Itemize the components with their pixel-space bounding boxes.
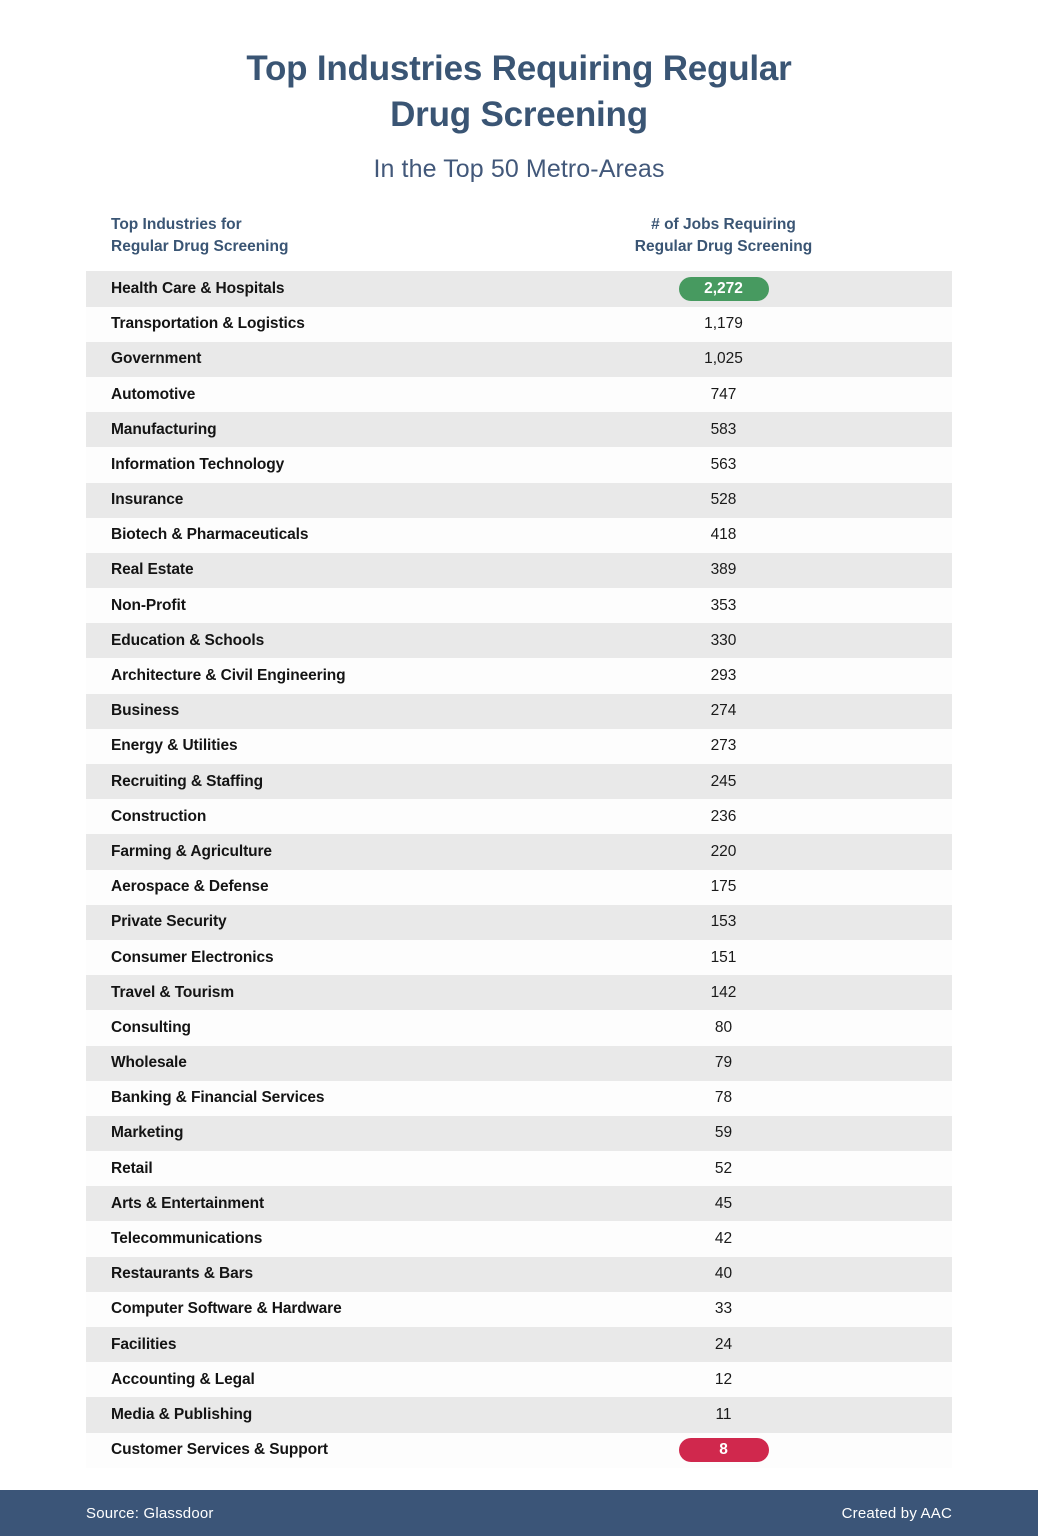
- table-column-headers: [86, 214, 952, 271]
- cell-industry-name: Insurance: [111, 491, 184, 509]
- table-row: [86, 975, 952, 1010]
- cell-job-count: 747: [710, 385, 737, 403]
- table-row: [86, 834, 952, 869]
- cell-job-count: 142: [710, 983, 737, 1001]
- cell-job-count: 175: [710, 878, 737, 896]
- page-title: [189, 46, 849, 138]
- cell-industry-name: Computer Software & Hardware: [111, 1300, 342, 1318]
- cell-job-count: 1,179: [704, 315, 743, 333]
- table-row: [86, 1010, 952, 1045]
- cell-industry-name: Manufacturing: [111, 420, 217, 438]
- table-row: [86, 1362, 952, 1397]
- cell-industry-name: Automotive: [111, 385, 196, 403]
- content-spacer: [0, 1468, 1038, 1490]
- cell-job-count: 330: [710, 631, 737, 649]
- cell-job-count: 12: [714, 1370, 733, 1388]
- cell-job-count: 236: [710, 807, 737, 825]
- cell-job-count: 245: [710, 772, 737, 790]
- cell-industry-name: Government: [111, 350, 202, 368]
- table-row: [86, 1257, 952, 1292]
- table-row: [86, 1397, 952, 1432]
- table-row: [86, 483, 952, 518]
- cell-industry-name: Farming & Agriculture: [111, 842, 272, 860]
- cell-job-count: 78: [714, 1089, 733, 1107]
- table-row: [86, 1327, 952, 1362]
- table-row: [86, 729, 952, 764]
- cell-job-count: 353: [710, 596, 737, 614]
- header: [0, 0, 1038, 184]
- cell-industry-name: Travel & Tourism: [111, 983, 235, 1001]
- cell-industry-name: Facilities: [111, 1335, 177, 1353]
- column-header-industry-line-1: Top Industries for: [111, 216, 242, 234]
- cell-job-count: 389: [710, 561, 737, 579]
- cell-industry-name: Architecture & Civil Engineering: [111, 667, 346, 685]
- column-header-industry-line-2: Regular Drug Screening: [111, 238, 289, 256]
- table-row: [86, 905, 952, 940]
- cell-job-count: 528: [710, 491, 737, 509]
- table-row: [86, 447, 952, 482]
- cell-industry-name: Energy & Utilities: [111, 737, 238, 755]
- cell-job-count: 563: [710, 455, 737, 473]
- table-row: [86, 694, 952, 729]
- table-row: [86, 271, 952, 306]
- cell-industry-name: Transportation & Logistics: [111, 315, 305, 333]
- table-row: [86, 1292, 952, 1327]
- cell-job-count: 151: [710, 948, 737, 966]
- table-row: [86, 588, 952, 623]
- cell-job-count: 80: [714, 1018, 733, 1036]
- cell-industry-name: Real Estate: [111, 561, 194, 579]
- cell-job-count: [591, 1438, 952, 1463]
- table-row: [86, 307, 952, 342]
- data-table: [86, 214, 952, 1467]
- column-header-jobs: [591, 214, 952, 258]
- table-row: [86, 412, 952, 447]
- footer-credit: Created by AAC: [841, 1504, 952, 1522]
- cell-job-count: 274: [710, 702, 737, 720]
- cell-industry-name: Business: [111, 702, 180, 720]
- cell-job-count: 59: [714, 1124, 733, 1142]
- page-title-line-1: Top Industries Requiring Regular: [246, 49, 792, 88]
- cell-industry-name: Education & Schools: [111, 631, 265, 649]
- cell-industry-name: Telecommunications: [111, 1230, 263, 1248]
- cell-job-count: 33: [714, 1300, 733, 1318]
- lowest-value-badge: 8: [679, 1438, 769, 1463]
- page-subtitle: In the Top 50 Metro-Areas: [373, 155, 665, 184]
- column-header-industry: [86, 214, 591, 258]
- table-row: [86, 342, 952, 377]
- table-body: [86, 271, 952, 1467]
- cell-industry-name: Banking & Financial Services: [111, 1089, 325, 1107]
- table-row: [86, 1116, 952, 1151]
- table-row: [86, 1151, 952, 1186]
- cell-job-count: 220: [710, 842, 737, 860]
- cell-industry-name: Aerospace & Defense: [111, 878, 269, 896]
- cell-job-count: 79: [714, 1054, 733, 1072]
- table-row: [86, 658, 952, 693]
- table-row: [86, 518, 952, 553]
- cell-industry-name: Biotech & Pharmaceuticals: [111, 526, 309, 544]
- cell-job-count: 24: [714, 1335, 733, 1353]
- cell-industry-name: Private Security: [111, 913, 227, 931]
- cell-job-count: 11: [715, 1405, 732, 1423]
- column-header-jobs-line-1: # of Jobs Requiring: [651, 216, 796, 234]
- footer-source: Source: Glassdoor: [86, 1504, 214, 1522]
- cell-job-count: 42: [714, 1230, 733, 1248]
- cell-job-count: 1,025: [704, 350, 743, 368]
- cell-job-count: 153: [710, 913, 737, 931]
- table-row: [86, 870, 952, 905]
- cell-industry-name: Customer Services & Support: [111, 1441, 328, 1459]
- table-row: [86, 377, 952, 412]
- cell-job-count: 293: [710, 667, 737, 685]
- column-header-jobs-line-2: Regular Drug Screening: [634, 238, 813, 256]
- highest-value-badge: 2,272: [679, 277, 769, 302]
- cell-industry-name: Information Technology: [111, 455, 285, 473]
- cell-industry-name: Wholesale: [111, 1054, 187, 1072]
- table-row: [86, 799, 952, 834]
- cell-industry-name: Construction: [111, 807, 207, 825]
- cell-industry-name: Non-Profit: [111, 596, 186, 614]
- cell-industry-name: Marketing: [111, 1124, 184, 1142]
- table-row: [86, 764, 952, 799]
- table-row: [86, 1221, 952, 1256]
- cell-industry-name: Accounting & Legal: [111, 1370, 255, 1388]
- cell-job-count: 45: [714, 1194, 733, 1212]
- cell-job-count: 52: [714, 1159, 733, 1177]
- cell-job-count: 40: [714, 1265, 733, 1283]
- table-row: [86, 553, 952, 588]
- table-row: [86, 1186, 952, 1221]
- table-row: [86, 1433, 952, 1468]
- table-row: [86, 1046, 952, 1081]
- table-row: [86, 623, 952, 658]
- page-title-line-2: Drug Screening: [390, 95, 648, 135]
- cell-industry-name: Media & Publishing: [111, 1405, 253, 1423]
- cell-industry-name: Consulting: [111, 1018, 191, 1036]
- cell-job-count: [591, 277, 952, 302]
- footer-bar: [0, 1490, 1038, 1536]
- cell-industry-name: Consumer Electronics: [111, 948, 274, 966]
- cell-job-count: 273: [710, 737, 737, 755]
- cell-industry-name: Health Care & Hospitals: [111, 279, 285, 297]
- cell-industry-name: Restaurants & Bars: [111, 1265, 254, 1283]
- table-row: [86, 940, 952, 975]
- table-row: [86, 1081, 952, 1116]
- cell-job-count: 583: [710, 420, 737, 438]
- cell-industry-name: Recruiting & Staffing: [111, 772, 264, 790]
- cell-industry-name: Arts & Entertainment: [111, 1194, 265, 1212]
- cell-job-count: 418: [710, 526, 737, 544]
- cell-industry-name: Retail: [111, 1159, 153, 1177]
